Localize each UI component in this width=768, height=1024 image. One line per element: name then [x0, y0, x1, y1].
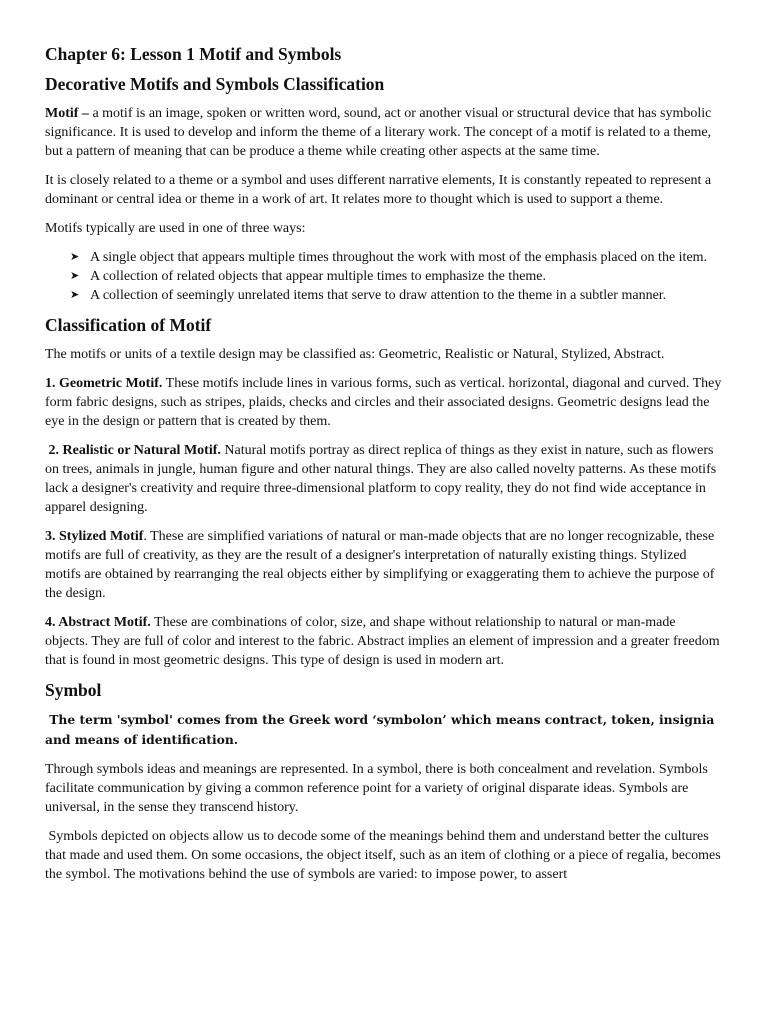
motif-definition-paragraph	[45, 104, 722, 161]
arrow-bullet-icon: ➤	[70, 289, 80, 301]
symbol-definition: The term 'symbol' comes from the Greek word ‘symbolon’ which means contract, token, insignia and means of identification.	[45, 712, 719, 747]
arrow-bullet-icon: ➤	[70, 270, 80, 282]
section-title-classification: Classification of Motif	[45, 315, 212, 335]
class-term: 4. Abstract Motif.	[45, 615, 151, 630]
class-stylized	[45, 527, 722, 603]
ways-list	[45, 248, 722, 305]
class-term: 1. Geometric Motif.	[45, 376, 163, 391]
motif-term: Motif –	[45, 106, 89, 121]
classification-intro: The motifs or units of a textile design may be classified as: Geometric, Realistic or Natural, Stylized, Abstract.	[45, 347, 665, 362]
class-text: Natural motifs portray as direct replica of things as they exist in nature, such as flowers on trees, animals in jungle, human figure and other natural things. They are also called novelty patterns. As these motifs lack a designer's creativity and require three-dimensional platform to copy reality, they do not find wide acceptance in apparel designing.	[45, 443, 717, 515]
list-item-text: A collection of seemingly unrelated items that serve to draw attention to the theme in a subtler manner.	[90, 288, 667, 303]
motif-definition-text: a motif is an image, spoken or written word, sound, act or another visual or structural device that has symbolic significance. It is used to develop and inform the theme of a literary work. The concept of a motif is related to a theme, but a pattern of meaning that can be produce a theme while creating other aspects at the same time.	[45, 106, 712, 159]
section-title-decorative-motifs: Decorative Motifs and Symbols Classification	[45, 74, 385, 94]
class-abstract	[45, 613, 722, 670]
class-text: . These are simplified variations of natural or man-made objects that are no longer recognizable, these motifs are full of creativity, as they are the result of a designer's interpretation of naturally existing things. Stylized motifs are obtained by rearranging the real objects either by simplifying or exaggerating them to achieve the purpose of the design.	[45, 529, 715, 601]
list-item	[70, 267, 722, 286]
class-term: 3. Stylized Motif	[45, 529, 144, 544]
class-geometric	[45, 374, 722, 431]
motif-paragraph-2: It is closely related to a theme or a symbol and uses different narrative elements, It is constantly repeated to represent a dominant or central idea or theme in a work of art. It relates more to thought which is used to support a theme.	[45, 173, 712, 207]
class-realistic	[45, 441, 722, 517]
ways-intro: Motifs typically are used in one of three ways:	[45, 221, 306, 236]
list-item	[70, 286, 722, 305]
list-item-text: A single object that appears multiple times throughout the work with most of the emphasis placed on the item.	[90, 250, 708, 265]
class-text: These are combinations of color, size, and shape without relationship to natural or man-made objects. They are full of color and interest to the fabric. Abstract implies an element of impression and a greater freedom that is found in most geometric designs. This type of design is used in modern art.	[45, 615, 720, 668]
symbol-paragraph-1: Through symbols ideas and meanings are represented. In a symbol, there is both concealment and revelation. Symbols facilitate communication by giving a common reference point for a variety of original disparate ideas. Symbols are universal, in the sense they transcend history.	[45, 762, 708, 815]
class-text: These motifs include lines in various forms, such as vertical. horizontal, diagonal and curved. They form fabric designs, such as stripes, plaids, checks and circles and their associated designs. Geometric designs lead the eye in the design or pattern that is created by them.	[45, 376, 722, 429]
list-item	[70, 248, 722, 267]
class-term: 2. Realistic or Natural Motif.	[45, 443, 221, 458]
section-title-symbol: Symbol	[45, 680, 102, 700]
list-item-text: A collection of related objects that appear multiple times to emphasize the theme.	[90, 269, 547, 284]
chapter-title: Chapter 6: Lesson 1 Motif and Symbols	[45, 44, 342, 64]
arrow-bullet-icon: ➤	[70, 251, 80, 263]
symbol-paragraph-2: Symbols depicted on objects allow us to decode some of the meanings behind them and understand better the cultures that made and used them. On some occasions, the object itself, such as an item of clothing or a piece of regalia, becomes the symbol. The motivations behind the use of symbols are varied: to impose power, to assert	[45, 829, 725, 882]
